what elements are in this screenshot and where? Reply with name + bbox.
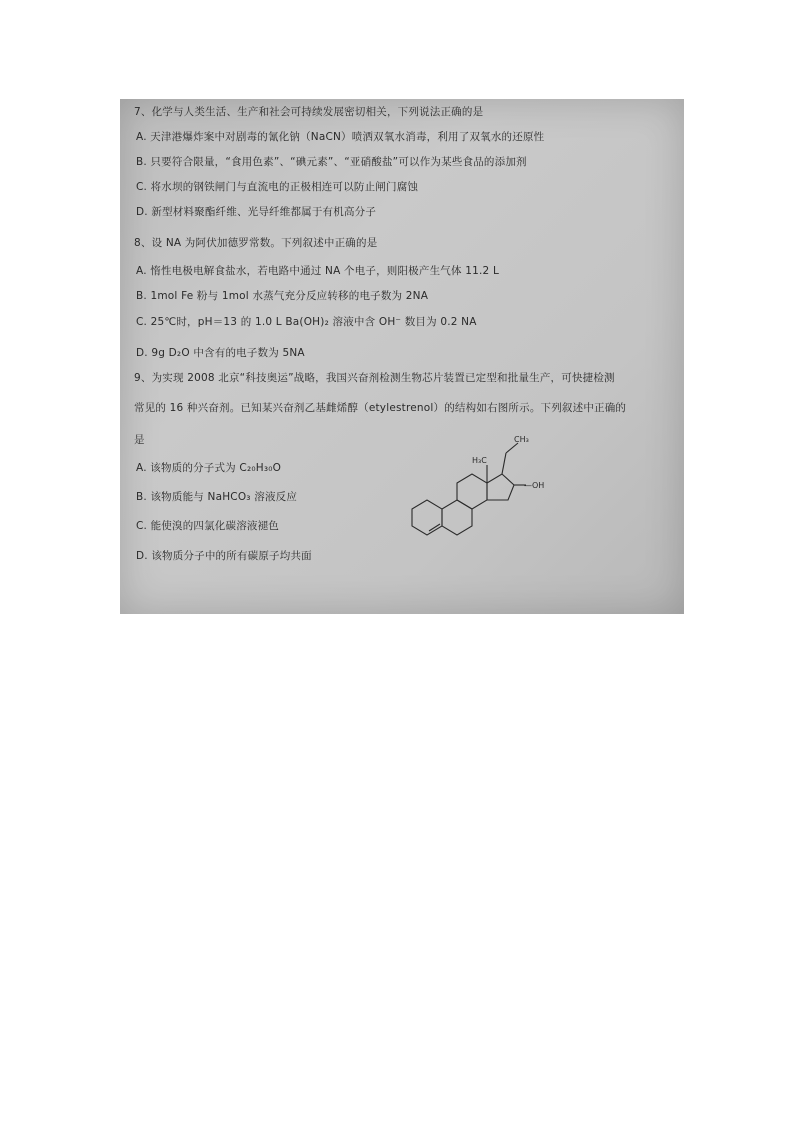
structure-svg — [402, 429, 572, 549]
photographed-exam-page — [120, 99, 684, 614]
q9-option-b: B. 该物质能与 NaHCO₃ 溶液反应 — [136, 491, 298, 503]
q8-stem: 8、设 NA 为阿伏加德罗常数。下列叙述中正确的是 — [134, 237, 378, 249]
h3c-label: H₃C — [472, 456, 487, 465]
oh-label: —OH — [524, 481, 545, 490]
ethyl-bond-1 — [502, 453, 506, 474]
ring-c — [457, 474, 487, 509]
q8-option-a: A. 惰性电极电解食盐水，若电路中通过 NA 个电子，则阳极产生气体 11.2 L — [136, 265, 499, 277]
q9-option-d: D. 该物质分子中的所有碳原子均共面 — [136, 550, 312, 562]
q8-option-d: D. 9g D₂O 中含有的电子数为 5NA — [136, 347, 305, 359]
q9-option-a: A. 该物质的分子式为 C₂₀H₃₀O — [136, 462, 282, 474]
q9-stem-line2: 常见的 16 种兴奋剂。已知某兴奋剂乙基雌烯醇（etylestrenol）的结构如右图所示。下列叙述中正确的 — [134, 402, 627, 414]
ring-d — [487, 474, 514, 500]
ring-b — [442, 500, 472, 535]
q7-option-c: C. 将水坝的钢铁闸门与直流电的正极相连可以防止闸门腐蚀 — [136, 181, 419, 193]
q7-option-b: B. 只要符合限量，“食用色素”、“碘元素”、“亚硝酸盐”可以作为某些食品的添加剂 — [136, 156, 527, 168]
q7-option-d: D. 新型材料聚酯纤维、光导纤维都属于有机高分子 — [136, 206, 377, 218]
q8-option-c: C. 25℃时，pH＝13 的 1.0 L Ba(OH)₂ 溶液中含 OH⁻ 数目为 0.2 NA — [136, 316, 477, 328]
q9-stem-line1: 9、为实现 2008 北京“科技奥运”战略，我国兴奋剂检测生物芯片装置已定型和批量生产，可快捷检测 — [134, 372, 615, 384]
steroid-structure-diagram — [402, 429, 572, 549]
q8-option-b: B. 1mol Fe 粉与 1mol 水蒸气充分反应转移的电子数为 2NA — [136, 290, 429, 302]
q9-option-c: C. 能使溴的四氯化碳溶液褪色 — [136, 520, 280, 532]
q9-stem-line3: 是 — [134, 434, 145, 446]
q7-stem: 7、化学与人类生活、生产和社会可持续发展密切相关，下列说法正确的是 — [134, 106, 484, 118]
ch3-label: CH₃ — [514, 435, 529, 444]
ring-a — [412, 500, 442, 535]
ethyl-bond-2 — [506, 443, 518, 453]
q7-option-a: A. 天津港爆炸案中对剧毒的氰化钠（NaCN）喷洒双氧水消毒，利用了双氧水的还原性 — [136, 131, 545, 143]
